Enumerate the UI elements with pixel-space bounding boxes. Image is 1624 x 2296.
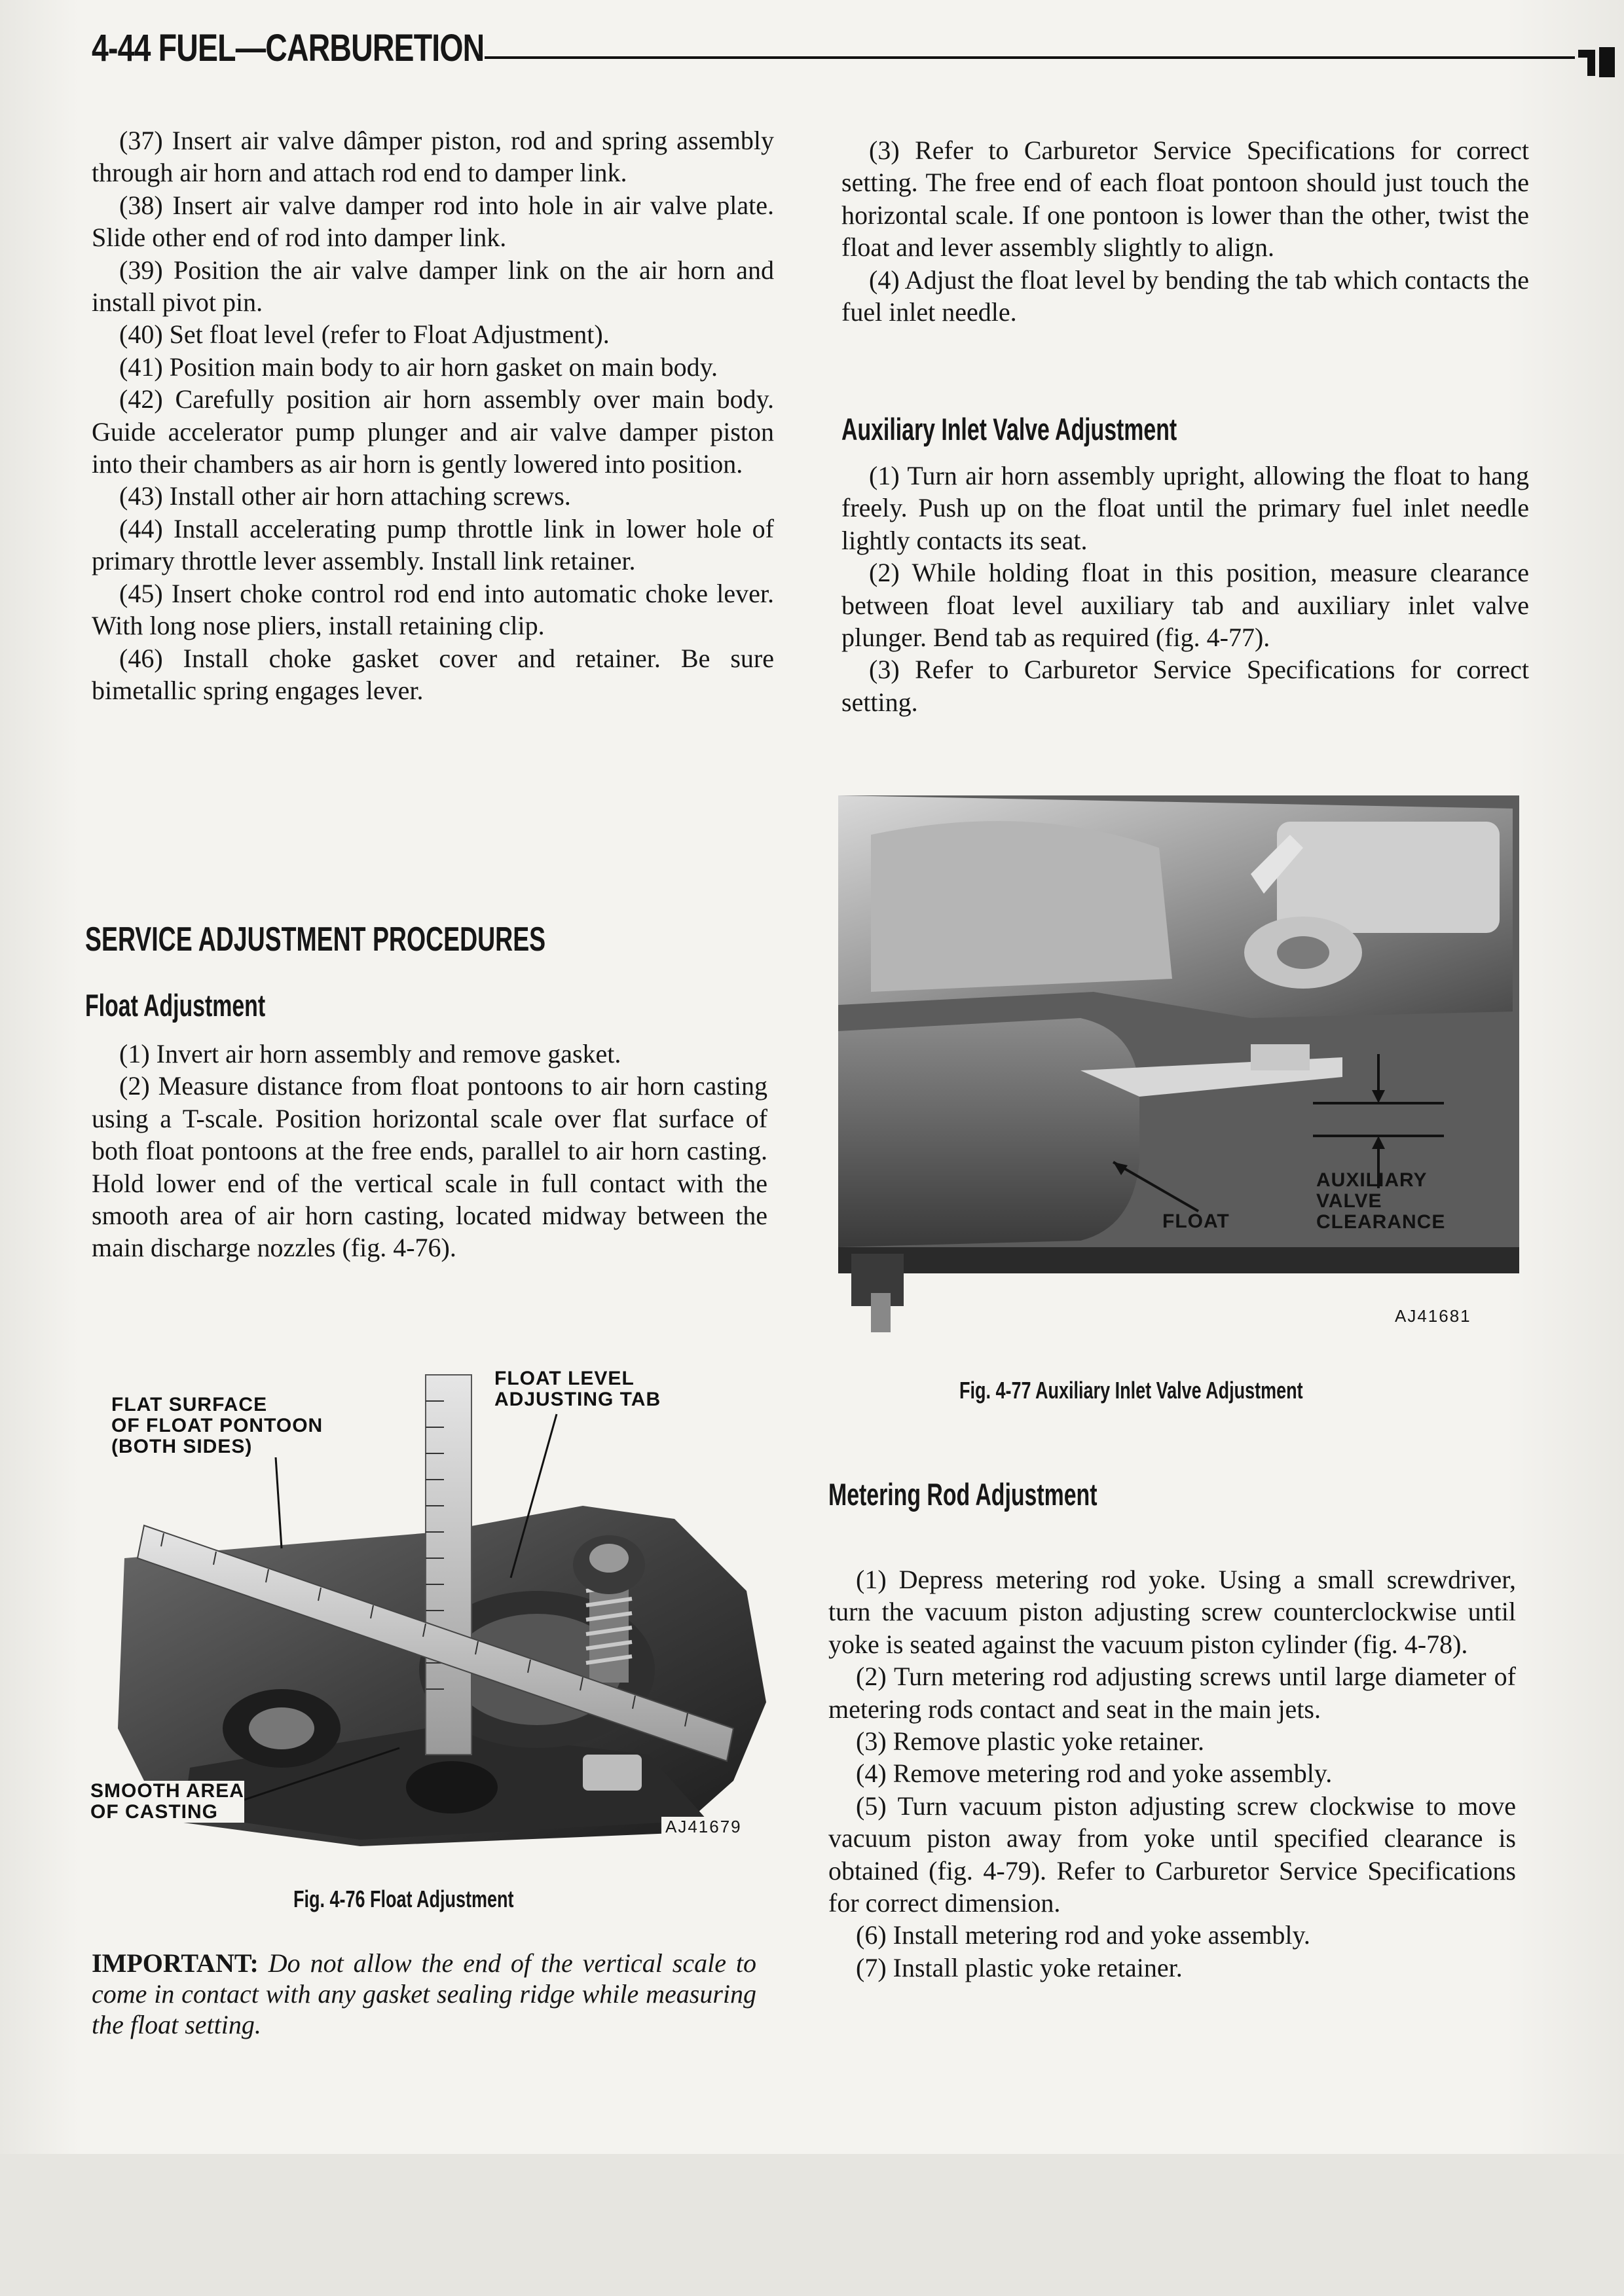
- page-title: 4-44 FUEL—CARBURETION: [92, 27, 485, 69]
- float-step-1: (1) Invert air horn assembly and remove gasket.: [119, 1039, 621, 1068]
- aux-step-1: (1) Turn air horn assembly upright, allowing the float to hang freely. Push up on the float until the primary fuel inlet needle lightly contacts its seat.: [841, 461, 1529, 555]
- figure-477-label-float: FLOAT: [1162, 1211, 1230, 1232]
- metering-step-5: (5) Turn vacuum piston adjusting screw clockwise to move vacuum piston away from yoke until specified clearance is obtained (fig. 4-79). Refer to Carburetor Service Specifications for correct dimension.: [828, 1791, 1516, 1918]
- figure-4-76: [85, 1362, 773, 1859]
- important-text: Do not allow the end of the vertical scale to come in contact with any gasket sealing ridge while measuring the float setting.: [92, 1948, 756, 2039]
- metering-rod-steps: [828, 1563, 1516, 1984]
- figure-477-code: AJ41681: [1395, 1306, 1471, 1326]
- right-column-float-steps: [841, 134, 1529, 328]
- step-41: (41) Position main body to air horn gasket on main body.: [119, 352, 718, 382]
- aux-valve-steps: [841, 460, 1529, 718]
- float-adjustment-heading: Float Adjustment: [85, 988, 266, 1023]
- step-46: (46) Install choke gasket cover and retainer. Be sure bimetallic spring engages lever.: [92, 643, 774, 705]
- important-label: IMPORTANT:: [92, 1948, 259, 1978]
- metering-step-6: (6) Install metering rod and yoke assembly.: [856, 1920, 1310, 1950]
- metering-step-4: (4) Remove metering rod and yoke assembly.: [856, 1758, 1333, 1789]
- left-column-steps: [92, 124, 774, 706]
- step-44: (44) Install accelerating pump throttle link in lower hole of primary throttle lever assembly. Install link retainer.: [92, 513, 774, 576]
- figure-476-label-float-tab: FLOAT LEVEL ADJUSTING TAB: [494, 1368, 661, 1410]
- figure-476-label-flat-surface: FLAT SURFACE OF FLOAT PONTOON (BOTH SIDES): [111, 1394, 323, 1457]
- figure-476-caption: Fig. 4-76 Float Adjustment: [293, 1886, 514, 1912]
- figure-477-caption: Fig. 4-77 Auxiliary Inlet Valve Adjustment: [959, 1377, 1303, 1404]
- figure-4-77: [832, 795, 1526, 1345]
- step-40: (40) Set float level (refer to Float Adjustment).: [119, 319, 610, 350]
- metering-step-7: (7) Install plastic yoke retainer.: [856, 1952, 1183, 1982]
- aux-step-2: (2) While holding float in this position, measure clearance between float level auxiliary tab and auxiliary inlet valve plunger. Bend tab as required (fig. 4-77).: [841, 558, 1529, 653]
- section-heading: SERVICE ADJUSTMENT PROCEDURES: [85, 920, 546, 958]
- figure-476-label-smooth-area: SMOOTH AREA OF CASTING: [90, 1780, 244, 1823]
- metering-rod-heading: Metering Rod Adjustment: [828, 1477, 1098, 1512]
- aux-valve-photo: [832, 795, 1526, 1345]
- float-steps: [92, 1038, 767, 1264]
- float-step-3: (3) Refer to Carburetor Service Specifications for correct setting. The free end of each float pontoon should just touch the horizontal scale. If one pontoon is lower than the other, twist the float and lever assembly slightly to align.: [841, 136, 1529, 263]
- important-note: [92, 1948, 756, 2040]
- page-bottom-margin: [0, 2154, 1624, 2296]
- step-38: (38) Insert air valve damper rod into hole in air valve plate. Slide other end of rod into damper link.: [92, 190, 774, 253]
- figure-477-label-aux-clearance: AUXILIARY VALVE CLEARANCE: [1316, 1169, 1446, 1233]
- metering-step-2: (2) Turn metering rod adjusting screws until large diameter of metering rods contact and seat in the main jets.: [828, 1662, 1516, 1724]
- aux-step-3: (3) Refer to Carburetor Service Specifications for correct setting.: [841, 655, 1529, 717]
- step-42: (42) Carefully position air horn assembly over main body. Guide accelerator pump plunger and air valve damper piston into their chambers as air horn is gently lowered into position.: [92, 384, 774, 479]
- metering-step-3: (3) Remove plastic yoke retainer.: [856, 1726, 1205, 1757]
- step-45: (45) Insert choke control rod end into automatic choke lever. With long nose pliers, install retaining clip.: [92, 578, 774, 641]
- float-step-4: (4) Adjust the float level by bending the tab which contacts the fuel inlet needle.: [841, 264, 1529, 327]
- step-37: (37) Insert air valve dâmper piston, rod and spring assembly through air horn and attach rod end to damper link.: [92, 126, 774, 188]
- page-header: [92, 20, 1532, 72]
- step-39: (39) Position the air valve damper link on the air horn and install pivot pin.: [92, 255, 774, 318]
- header-rule: [485, 56, 1575, 59]
- figure-476-code: AJ41679: [661, 1817, 746, 1837]
- metering-step-1: (1) Depress metering rod yoke. Using a small screwdriver, turn the vacuum piston adjusting screw counterclockwise until yoke is seated against the vacuum piston cylinder (fig. 4-78).: [828, 1565, 1516, 1659]
- step-43: (43) Install other air horn attaching screws.: [119, 481, 571, 511]
- float-step-2: (2) Measure distance from float pontoons to air horn casting using a T-scale. Position horizontal scale over flat surface of both float pontoons at the free ends, parallel to air horn casting. Hold lower end of the vertical scale in full contact with the smooth area of air horn casting, located midway between the main discharge nozzles (fig. 4-76).: [92, 1071, 767, 1263]
- section-marker-icon: [1578, 45, 1617, 79]
- aux-valve-heading: Auxiliary Inlet Valve Adjustment: [841, 412, 1177, 446]
